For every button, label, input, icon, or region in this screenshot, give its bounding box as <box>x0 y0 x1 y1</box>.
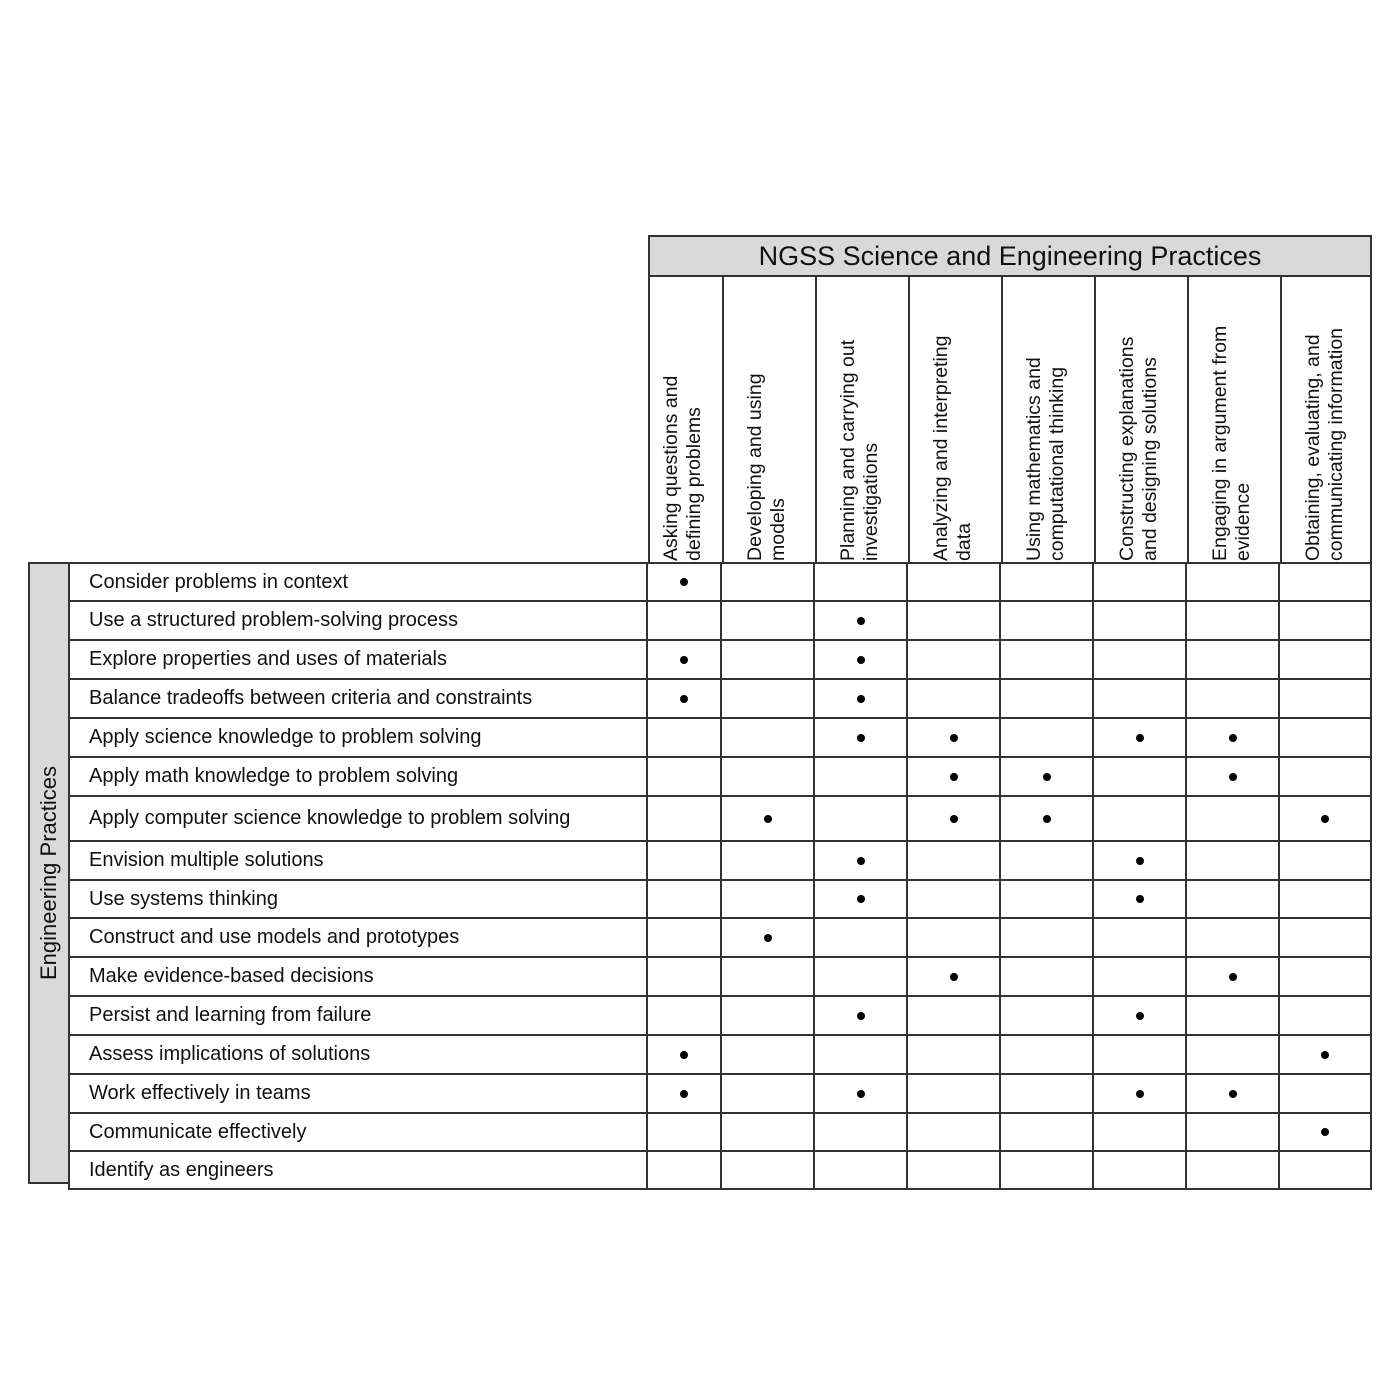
matrix-cell <box>815 641 908 678</box>
bullet-dot-icon <box>680 656 688 664</box>
column-header <box>650 277 724 563</box>
matrix-cell <box>1001 1114 1094 1150</box>
column-header-line: investigations <box>860 442 882 561</box>
matrix-cell <box>908 1152 1001 1188</box>
matrix-cell <box>1094 997 1187 1034</box>
bullet-dot-icon <box>1229 1090 1237 1098</box>
matrix-cell <box>1187 1114 1280 1150</box>
bullet-dot-icon <box>857 734 865 742</box>
matrix-cell <box>1280 919 1372 956</box>
matrix-cell <box>1280 758 1372 795</box>
row-label: Use a structured problem-solving process <box>68 602 648 639</box>
matrix-cell <box>1187 602 1280 639</box>
row-label: Persist and learning from failure <box>68 997 648 1034</box>
matrix-cell <box>908 1075 1001 1112</box>
matrix-cell <box>908 719 1001 756</box>
matrix-cell <box>815 842 908 879</box>
matrix-cell <box>1001 919 1094 956</box>
bullet-dot-icon <box>680 1090 688 1098</box>
bullet-dot-icon <box>680 578 688 586</box>
matrix-cell <box>908 881 1001 917</box>
matrix-cell <box>815 919 908 956</box>
column-header <box>1003 277 1096 563</box>
matrix-cell <box>815 958 908 995</box>
column-header-line: computational thinking <box>1046 366 1068 561</box>
column-header <box>1189 277 1282 563</box>
table-row <box>68 758 1372 797</box>
matrix-cell <box>648 680 722 717</box>
matrix-cell <box>1280 1075 1372 1112</box>
matrix-cell <box>1187 842 1280 879</box>
row-label: Apply computer science knowledge to problem solving <box>68 797 648 840</box>
bullet-dot-icon <box>857 857 865 865</box>
matrix-cell <box>1280 958 1372 995</box>
matrix-cell <box>648 1075 722 1112</box>
matrix-cell <box>722 719 815 756</box>
matrix-cell <box>1001 797 1094 840</box>
table-row <box>68 602 1372 641</box>
row-label: Communicate effectively <box>68 1114 648 1150</box>
bullet-dot-icon <box>1321 815 1329 823</box>
row-label: Assess implications of solutions <box>68 1036 648 1073</box>
matrix-cell <box>648 797 722 840</box>
bullet-dot-icon <box>680 695 688 703</box>
matrix-cell <box>1094 641 1187 678</box>
matrix-cell <box>1094 1036 1187 1073</box>
row-label: Use systems thinking <box>68 881 648 917</box>
column-header <box>910 277 1003 563</box>
matrix-cell <box>1280 1152 1372 1188</box>
row-group-text: Engineering Practices <box>36 765 61 981</box>
matrix-cell <box>1280 564 1372 600</box>
table-row <box>68 1152 1372 1190</box>
row-label: Envision multiple solutions <box>68 842 648 879</box>
bullet-dot-icon <box>1321 1051 1329 1059</box>
matrix-cell <box>722 797 815 840</box>
column-headers <box>648 277 1372 563</box>
matrix-cell <box>908 919 1001 956</box>
column-header-line: Using mathematics and <box>1023 357 1045 561</box>
column-header-line: data <box>953 523 975 561</box>
matrix-cell <box>722 1075 815 1112</box>
matrix-cell <box>1280 602 1372 639</box>
row-label: Make evidence-based decisions <box>68 958 648 995</box>
matrix-cell <box>648 641 722 678</box>
table-row <box>68 564 1372 602</box>
matrix-cell <box>908 797 1001 840</box>
matrix-cell <box>1094 758 1187 795</box>
bullet-dot-icon <box>1136 857 1144 865</box>
matrix-cell <box>1187 797 1280 840</box>
matrix-cell <box>815 564 908 600</box>
bullet-dot-icon <box>1229 973 1237 981</box>
matrix-cell <box>908 758 1001 795</box>
matrix-cell <box>648 919 722 956</box>
matrix-cell <box>648 1152 722 1188</box>
matrix-cell <box>908 564 1001 600</box>
matrix-cell <box>722 1114 815 1150</box>
matrix-cell <box>1094 602 1187 639</box>
matrix-cell <box>1094 1114 1187 1150</box>
row-label: Explore properties and uses of materials <box>68 641 648 678</box>
matrix-cell <box>908 997 1001 1034</box>
matrix-cell <box>815 1036 908 1073</box>
table-row <box>68 719 1372 758</box>
table-title: NGSS Science and Engineering Practices <box>648 235 1372 277</box>
matrix-cell <box>1094 842 1187 879</box>
matrix-cell <box>1001 602 1094 639</box>
column-header <box>1282 277 1374 563</box>
matrix-cell <box>648 1036 722 1073</box>
matrix-cell <box>1001 842 1094 879</box>
matrix-cell <box>815 1114 908 1150</box>
table-row <box>68 1075 1372 1114</box>
bullet-dot-icon <box>1229 773 1237 781</box>
matrix-cell <box>1001 958 1094 995</box>
matrix-cell <box>1094 797 1187 840</box>
bullet-dot-icon <box>857 895 865 903</box>
matrix-cell <box>815 719 908 756</box>
matrix-cell <box>1280 680 1372 717</box>
matrix-cell <box>815 797 908 840</box>
matrix-cell <box>722 641 815 678</box>
matrix-cell <box>1001 881 1094 917</box>
bullet-dot-icon <box>1321 1128 1329 1136</box>
matrix-cell <box>1280 797 1372 840</box>
matrix-cell <box>815 758 908 795</box>
matrix-cell <box>1187 758 1280 795</box>
bullet-dot-icon <box>680 1051 688 1059</box>
matrix-cell <box>1280 997 1372 1034</box>
column-header-line: and designing solutions <box>1139 357 1161 561</box>
row-label: Work effectively in teams <box>68 1075 648 1112</box>
matrix-cell <box>1001 680 1094 717</box>
matrix-cell <box>1001 1036 1094 1073</box>
matrix-cell <box>648 564 722 600</box>
matrix-cell <box>1094 881 1187 917</box>
matrix-cell <box>648 842 722 879</box>
column-header-line: defining problems <box>683 407 705 561</box>
matrix-cell <box>815 1152 908 1188</box>
matrix-cell <box>1001 1152 1094 1188</box>
matrix-cell <box>722 997 815 1034</box>
bullet-dot-icon <box>1136 1090 1144 1098</box>
matrix-cell <box>1187 1075 1280 1112</box>
table-row <box>68 680 1372 719</box>
matrix-cell <box>1187 1152 1280 1188</box>
matrix-cell <box>1001 1075 1094 1112</box>
row-label: Consider problems in context <box>68 564 648 600</box>
matrix-cell <box>648 997 722 1034</box>
table-row <box>68 919 1372 958</box>
matrix-cell <box>815 1075 908 1112</box>
matrix-cell <box>1001 997 1094 1034</box>
matrix-cell <box>722 758 815 795</box>
matrix-cell <box>648 1114 722 1150</box>
column-header-line: Obtaining, evaluating, and <box>1302 334 1324 561</box>
matrix-cell <box>722 958 815 995</box>
column-header <box>724 277 817 563</box>
bullet-dot-icon <box>857 1090 865 1098</box>
matrix-cell <box>722 919 815 956</box>
matrix-cell <box>722 1036 815 1073</box>
matrix-cell <box>722 1152 815 1188</box>
bullet-dot-icon <box>950 773 958 781</box>
matrix-cell <box>908 602 1001 639</box>
matrix-cell <box>1187 719 1280 756</box>
matrix-cell <box>908 1036 1001 1073</box>
matrix-cell <box>1187 1036 1280 1073</box>
row-label: Balance tradeoffs between criteria and constraints <box>68 680 648 717</box>
matrix-cell <box>908 641 1001 678</box>
matrix-cell <box>722 680 815 717</box>
table-row <box>68 997 1372 1036</box>
matrix-cell <box>1187 881 1280 917</box>
matrix-cell <box>908 1114 1001 1150</box>
matrix-cell <box>1001 719 1094 756</box>
bullet-dot-icon <box>764 934 772 942</box>
bullet-dot-icon <box>1043 773 1051 781</box>
table-row <box>68 1036 1372 1075</box>
matrix-cell <box>1280 842 1372 879</box>
matrix-cell <box>1280 1036 1372 1073</box>
matrix-cell <box>1094 564 1187 600</box>
bullet-dot-icon <box>1229 734 1237 742</box>
matrix-cell <box>1280 641 1372 678</box>
column-header-line: Analyzing and interpreting <box>930 335 952 561</box>
bullet-dot-icon <box>950 973 958 981</box>
matrix-cell <box>648 958 722 995</box>
matrix-cell <box>648 881 722 917</box>
matrix-cell <box>1280 719 1372 756</box>
column-header-line: Asking questions and <box>660 375 682 561</box>
row-label: Identify as engineers <box>68 1152 648 1188</box>
matrix-cell <box>648 719 722 756</box>
matrix-cell <box>722 564 815 600</box>
matrix-cell <box>908 958 1001 995</box>
column-header-line: Planning and carrying out <box>837 339 859 561</box>
matrix-cell <box>1280 1114 1372 1150</box>
bullet-dot-icon <box>950 734 958 742</box>
table-row <box>68 797 1372 842</box>
matrix-cell <box>722 602 815 639</box>
row-label: Apply science knowledge to problem solving <box>68 719 648 756</box>
table-row <box>68 958 1372 997</box>
table-row <box>68 881 1372 919</box>
matrix-cell <box>1094 958 1187 995</box>
matrix-cell <box>1280 881 1372 917</box>
bullet-dot-icon <box>1136 895 1144 903</box>
matrix-cell <box>1094 1152 1187 1188</box>
table-row <box>68 641 1372 680</box>
matrix-cell <box>1187 680 1280 717</box>
matrix-cell <box>648 602 722 639</box>
matrix-cell <box>815 680 908 717</box>
bullet-dot-icon <box>764 815 772 823</box>
matrix-cell <box>908 842 1001 879</box>
row-label: Apply math knowledge to problem solving <box>68 758 648 795</box>
bullet-dot-icon <box>857 695 865 703</box>
column-header-line: models <box>767 498 789 561</box>
matrix-cell <box>1187 919 1280 956</box>
matrix-grid <box>68 562 1372 1190</box>
bullet-dot-icon <box>857 1012 865 1020</box>
matrix-cell <box>1187 641 1280 678</box>
bullet-dot-icon <box>857 656 865 664</box>
matrix-cell <box>1094 1075 1187 1112</box>
column-header <box>1096 277 1189 563</box>
column-header-line: Developing and using <box>744 373 766 561</box>
matrix-cell <box>1187 564 1280 600</box>
matrix-cell <box>1094 680 1187 717</box>
bullet-dot-icon <box>1043 815 1051 823</box>
matrix-cell <box>1187 997 1280 1034</box>
bullet-dot-icon <box>857 617 865 625</box>
matrix-cell <box>1094 919 1187 956</box>
column-header-line: evidence <box>1232 482 1254 561</box>
row-label: Construct and use models and prototypes <box>68 919 648 956</box>
bullet-dot-icon <box>1136 1012 1144 1020</box>
row-group-label <box>28 562 70 1184</box>
column-header-line: Engaging in argument from <box>1209 325 1231 561</box>
matrix-cell <box>1001 641 1094 678</box>
column-header-line: communicating information <box>1325 327 1347 561</box>
matrix-cell <box>815 602 908 639</box>
matrix-cell <box>1001 758 1094 795</box>
column-header <box>817 277 910 563</box>
matrix-cell <box>1094 719 1187 756</box>
column-header-line: Constructing explanations <box>1116 336 1138 561</box>
table-row <box>68 1114 1372 1152</box>
matrix-cell <box>1187 958 1280 995</box>
matrix-cell <box>722 881 815 917</box>
matrix-cell <box>815 881 908 917</box>
table-row <box>68 842 1372 881</box>
matrix-cell <box>908 680 1001 717</box>
matrix-cell <box>648 758 722 795</box>
matrix-cell <box>1001 564 1094 600</box>
matrix-cell <box>815 997 908 1034</box>
bullet-dot-icon <box>950 815 958 823</box>
matrix-cell <box>722 842 815 879</box>
bullet-dot-icon <box>1136 734 1144 742</box>
